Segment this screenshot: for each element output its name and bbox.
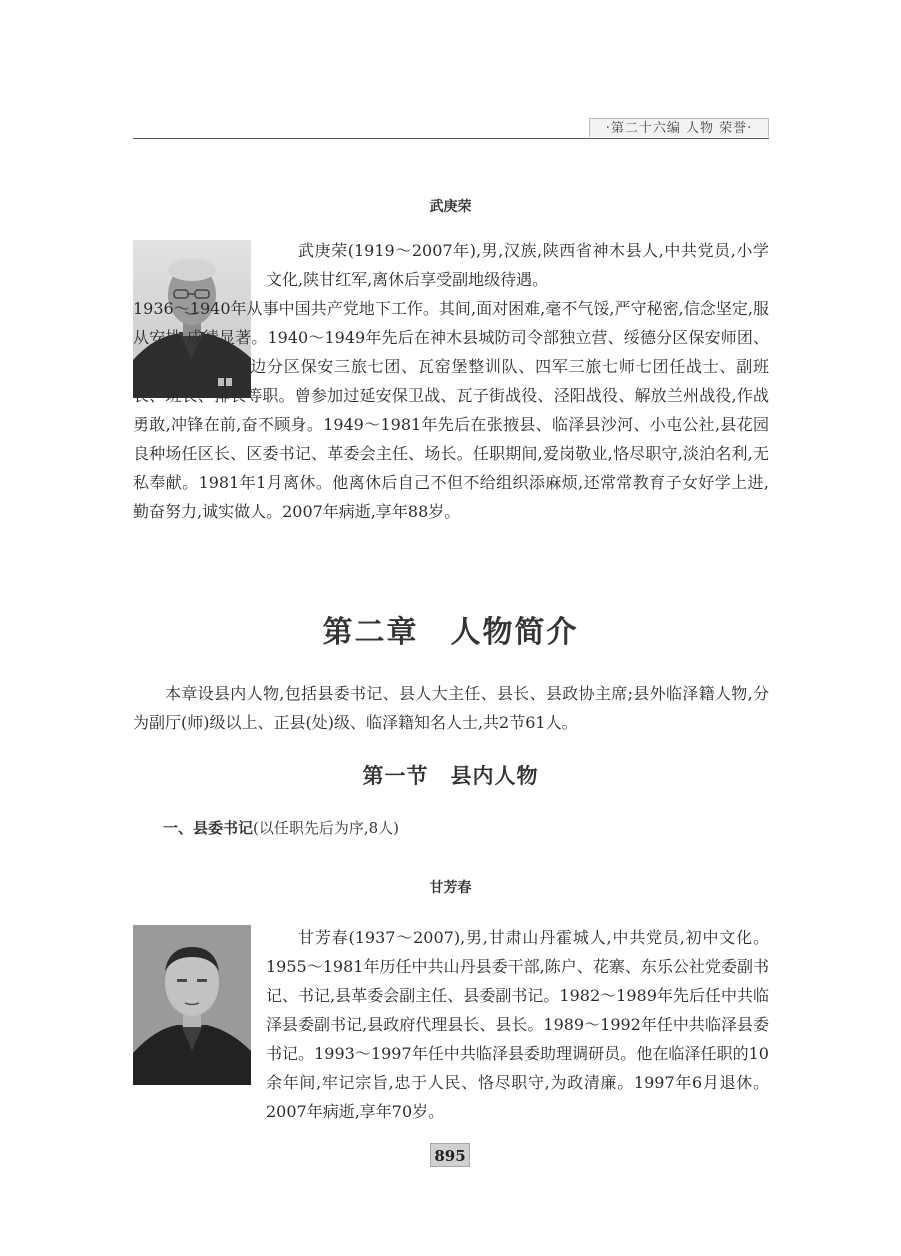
portrait-2-image [133,925,251,1085]
section-title: 第一节 县内人物 [362,764,539,788]
entry-1-paragraph-1: 武庚荣(1919～2007年),男,汉族,陕西省神木县人,中共党员,小学文化,陕甘红军,离休后享受副地级待遇。 [266,241,769,289]
subheading-note: (以任职先后为序,8人) [253,819,400,837]
subheading [163,817,399,838]
header-rule [133,138,769,139]
chapter-intro: 本章设县内人物,包括县委书记、县人大主任、县长、县政协主席;县外临泽籍人物,分为副厅(师)级以上、正县(处)级、临泽籍知名人士,共2节61人。 [133,684,769,732]
person-name-2: 甘芳春 [429,880,472,896]
portrait-photo-2 [133,925,251,1085]
chapter-title: 第二章 人物简介 [322,615,579,650]
page-number: 895 [430,1143,470,1167]
running-header-label: ·第二十六编 人物 荣誉· [589,118,769,137]
entry-1-paragraph-2: 1936～1940年从事中国共产党地下工作。其间,面对困难,毫不气馁,严守秘密,信念坚定,服从安排,成绩显著。1940～1949年先后在神木县城防司令部独立营、绥德分区保安师团、甘泉保安团、定边分区保安三旅七团、瓦窑堡整训队、四军三旅七师七团任战士、副班长、班长、排长等职。曾参加过延安保卫战、瓦子街战役、泾阳战役、解放兰州战役,作战勇敢,冲锋在前,奋不顾身。1949～1981年先后在张掖县、临泽县沙河、小屯公社,县花园良种场任区长、区委书记、革委会主任、场长。任职期间,爱岗敬业,恪尽职守,淡泊名利,无私奉献。1981年1月离休。他离休后自己不但不给组织添麻烦,还常常教育子女好学上进,勤奋努力,诚实做人。2007年病逝,享年88岁。 [133,299,769,521]
subheading-title: 一、县委书记 [163,819,254,837]
person-name-1: 武庚荣 [429,199,472,215]
entry-2-paragraph-1: 甘芳春(1937～2007),男,甘肃山丹霍城人,中共党员,初中文化。1955～1981年历任中共山丹县委干部,陈户、花寨、东乐公社党委副书记、书记,县革委会副主任、县委副书记。1982～1989年先后任中共临泽县委副书记,县政府代理县长、县长。1989～1992年任中共临泽县委书记。1993～1997年任中共临泽县委助理调研员。他在临泽任职的10余年间,牢记宗旨,忠于人民、恪尽职守,为政清廉。1997年6月退休。2007年病逝,享年70岁。 [266,928,769,1121]
